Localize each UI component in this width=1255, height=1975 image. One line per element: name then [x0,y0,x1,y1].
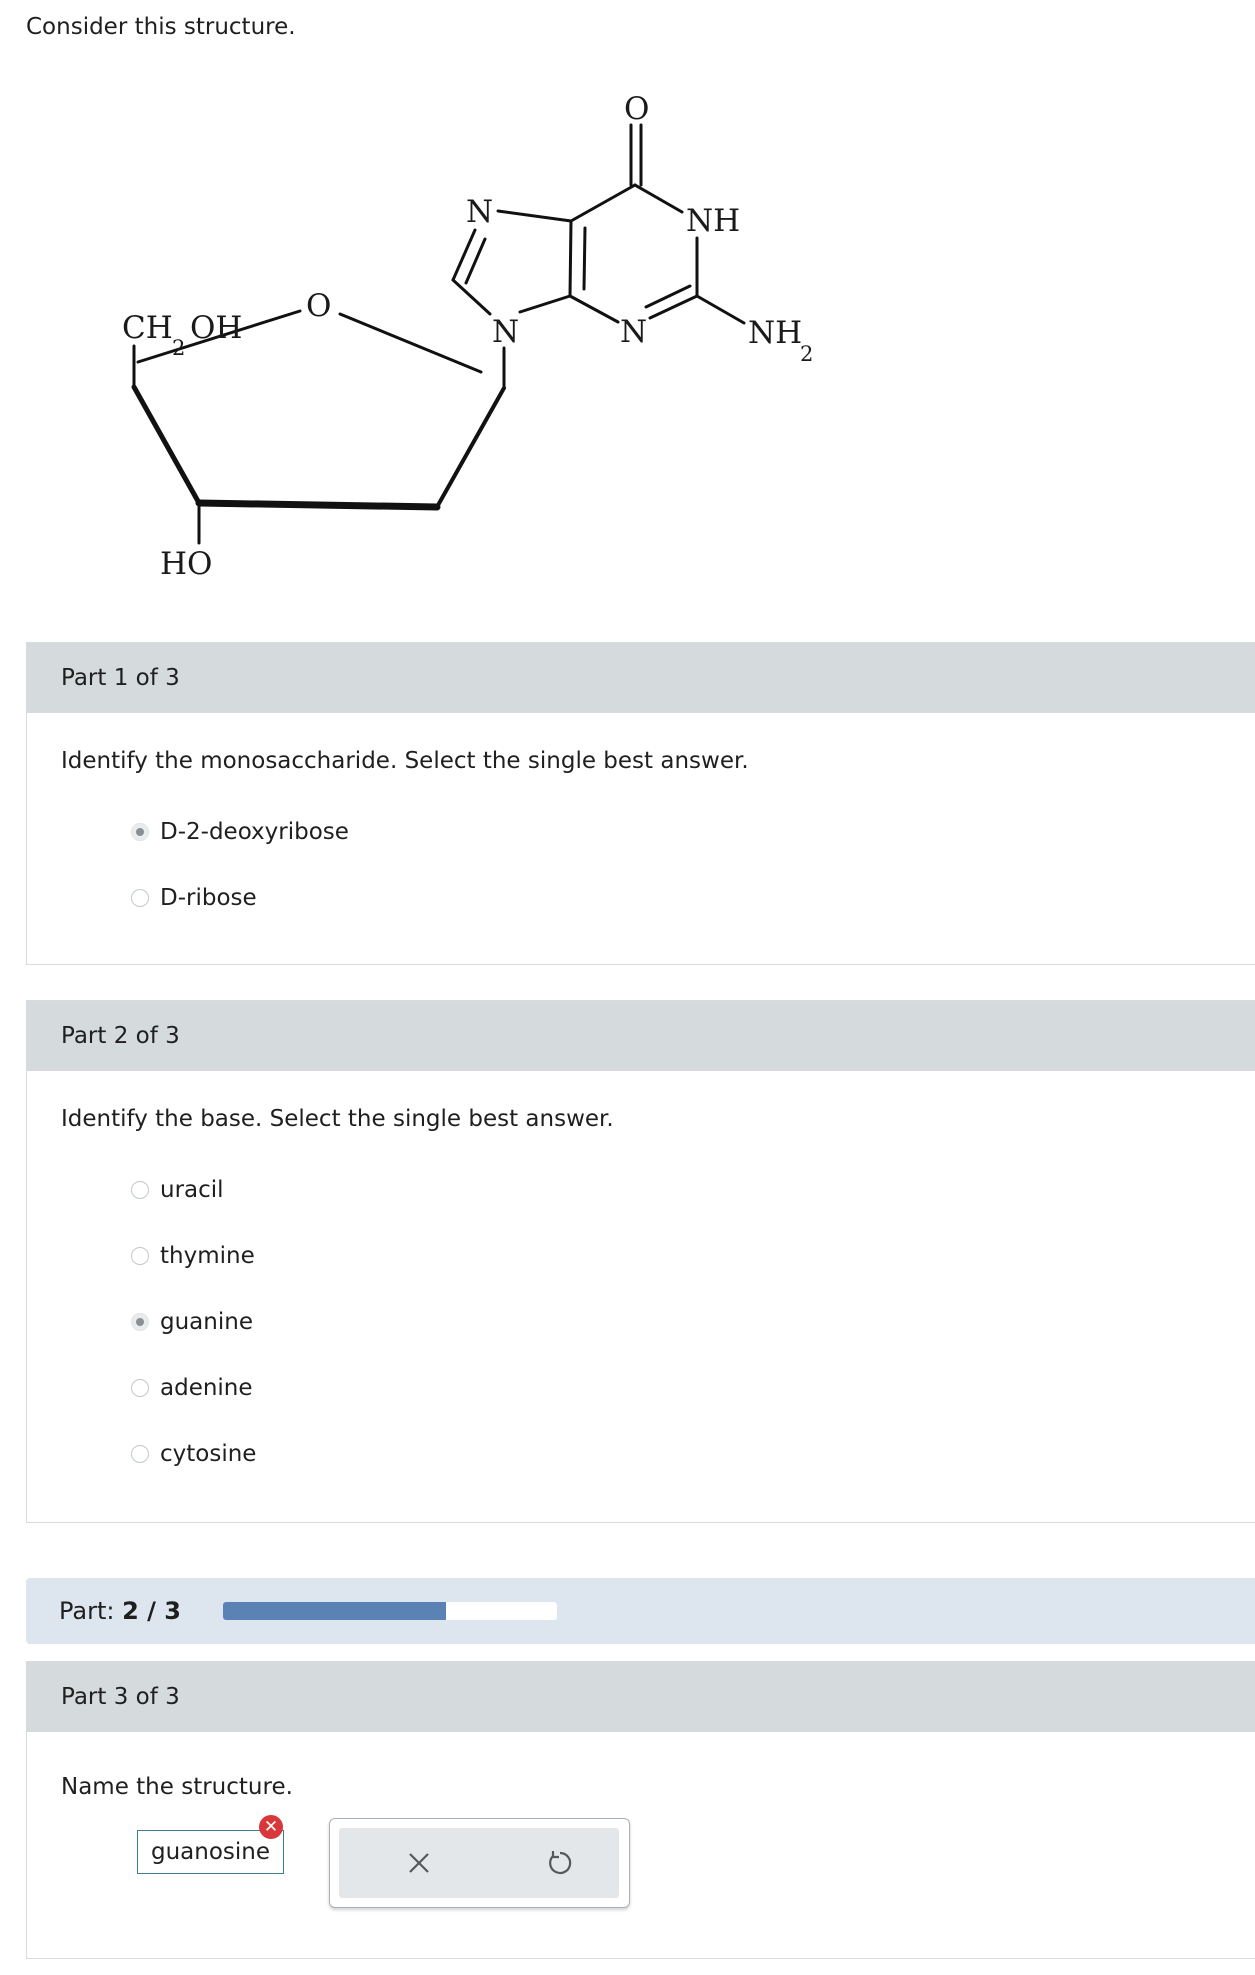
option-adenine[interactable] [131,1373,253,1403]
glycosidic-n-label: N [492,314,520,350]
part1-header [27,643,1255,713]
answer-input[interactable]: guanosine [137,1830,284,1874]
progress-bar-fill [223,1602,446,1620]
option-guanine[interactable] [131,1307,253,1337]
part3-header-text: Part 3 of 3 [61,1684,180,1710]
part1-question: Identify the monosaccharide. Select the single best answer. [61,748,749,774]
amino-subscript: 2 [800,342,814,366]
part1-panel [26,642,1255,965]
prompt-text: Consider this structure. [26,14,296,40]
part3-header [27,1662,1255,1732]
option-cytosine[interactable] [131,1439,256,1469]
ch2oh-subscript: 2 [172,336,186,360]
clear-icon [406,1850,432,1876]
option-label: adenine [160,1375,253,1401]
progress-value: 2 / 3 [122,1597,181,1625]
answer-tools [329,1818,630,1908]
part3-panel [26,1661,1255,1959]
imidazole-n-label: N [466,194,494,230]
nh-label: NH [686,203,741,239]
part2-header-text: Part 2 of 3 [61,1023,180,1049]
progress-label: Part: 2 / 3 [59,1597,181,1625]
nucleoside-structure [0,0,1255,600]
part2-panel [26,1000,1255,1523]
ring-oxygen-label: O [306,288,332,324]
radio-selected-icon[interactable] [131,823,149,841]
option-label: D-ribose [160,885,257,911]
radio-icon[interactable] [131,1181,149,1199]
option-label: cytosine [160,1441,257,1467]
option-label: guanine [160,1309,253,1335]
reset-button[interactable] [519,1828,599,1898]
part2-question: Identify the base. Select the single best answer. [61,1106,614,1132]
ch2oh-label-oh: OH [190,310,243,346]
error-x-icon: ✕ [259,1815,283,1839]
ch2oh-label: CH [122,310,173,346]
option-thymine[interactable] [131,1241,255,1271]
radio-icon[interactable] [131,1445,149,1463]
ring-n-label: N [620,314,648,350]
option-label: D-2-deoxyribose [160,819,349,845]
amino-label: NH [748,315,803,351]
option-d-ribose[interactable] [131,883,257,913]
option-label: thymine [160,1243,255,1269]
option-d-2-deoxyribose[interactable] [131,817,349,847]
radio-icon[interactable] [131,889,149,907]
radio-icon[interactable] [131,1379,149,1397]
progress-panel [26,1578,1255,1644]
radio-icon[interactable] [131,1247,149,1265]
carbonyl-oxygen-label: O [624,91,650,127]
part1-header-text: Part 1 of 3 [61,665,180,691]
part2-header [27,1001,1255,1071]
reset-icon [544,1848,574,1878]
option-label: uracil [160,1177,224,1203]
option-uracil[interactable] [131,1175,224,1205]
clear-button[interactable] [379,1828,459,1898]
progress-bar [223,1602,557,1620]
part3-question: Name the structure. [61,1774,293,1800]
radio-selected-icon[interactable] [131,1313,149,1331]
hydroxyl-label: HO [160,546,213,582]
